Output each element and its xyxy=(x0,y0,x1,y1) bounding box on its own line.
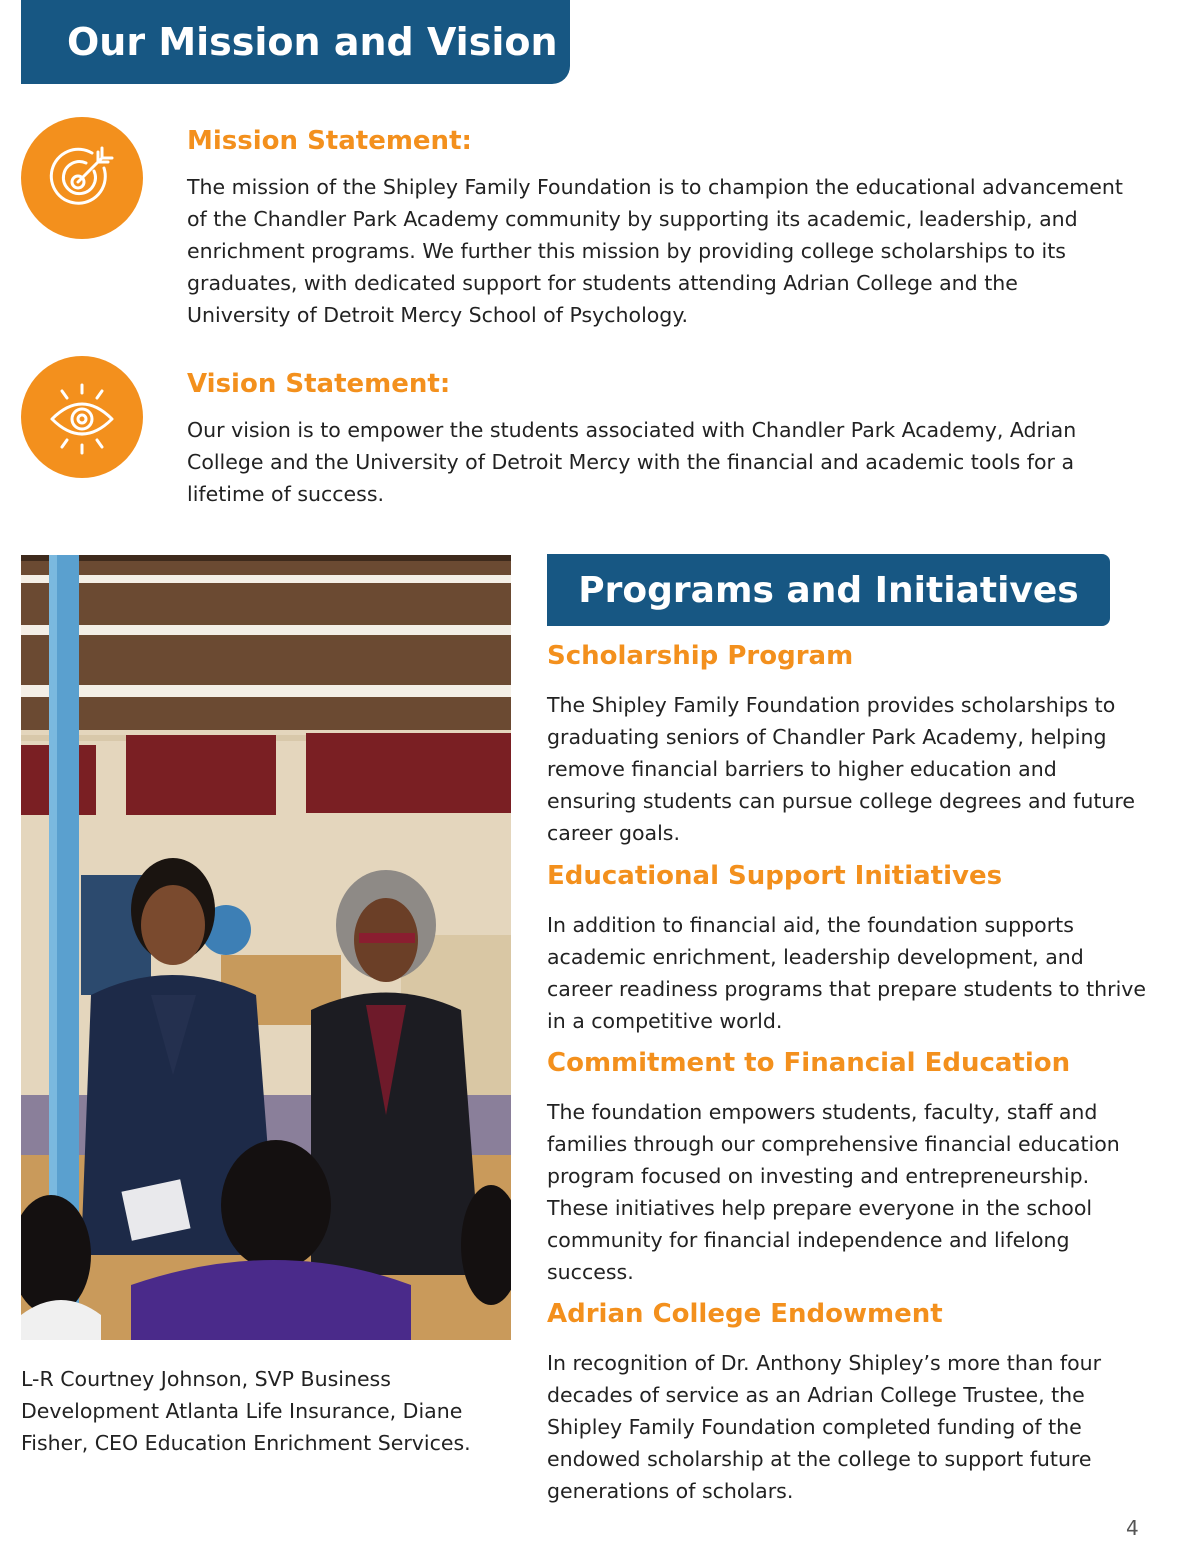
program-text-financial-education: The foundation empowers students, faculty, staff and families through our comprehensive financial education program focused on investing and entrepreneurship. These initiatives help prepare everyone in the school community for financial independence and lifelong success. xyxy=(547,1100,1120,1284)
vision-text: Our vision is to empower the students associated with Chandler Park Academy, Adrian College and the University of Detroit Mercy with the financial and academic tools for a lifetime of success. xyxy=(187,418,1077,506)
programs-title: Programs and Initiatives xyxy=(578,569,1079,611)
programs-banner xyxy=(547,554,1110,626)
program-text-educational-support: In addition to financial aid, the foundation supports academic enrichment, leadership development, and career readiness programs that prepare students to thrive in a competitive world. xyxy=(547,913,1147,1033)
photo-caption: L-R Courtney Johnson, SVP Business Development Atlanta Life Insurance, Diane Fisher, CEO Education Enrichment Services. xyxy=(21,1367,471,1455)
eye-icon xyxy=(42,377,122,457)
event-photo xyxy=(21,555,511,1340)
mission-heading: Mission Statement: xyxy=(187,126,472,156)
program-heading-scholarship: Scholarship Program xyxy=(547,641,854,671)
target-icon xyxy=(42,138,122,218)
vision-icon-badge xyxy=(21,356,143,478)
mission-icon-badge xyxy=(21,117,143,239)
mission-text: The mission of the Shipley Family Foundation is to champion the educational advancement of the Chandler Park Academy community by supporting its academic, leadership, and enrichment programs. We further this mission by providing college scholarships to its graduates, with dedicated support for students attending Adrian College and the University of Detroit Mercy School of Psychology. xyxy=(187,175,1123,327)
program-text-adrian-endowment: In recognition of Dr. Anthony Shipley’s more than four decades of service as an Adrian College Trustee, the Shipley Family Foundation completed funding of the endowed scholarship at the college to support future generations of scholars. xyxy=(547,1351,1102,1503)
vision-heading: Vision Statement: xyxy=(187,369,451,399)
mission-vision-banner xyxy=(21,0,570,84)
mission-vision-title: Our Mission and Vision xyxy=(67,20,558,64)
program-heading-financial-education: Commitment to Financial Education xyxy=(547,1048,1071,1078)
program-text-scholarship: The Shipley Family Foundation provides scholarships to graduating seniors of Chandler Park Academy, helping remove financial barriers to higher education and ensuring students can pursue college degrees and future career goals. xyxy=(547,693,1135,845)
program-heading-educational-support: Educational Support Initiatives xyxy=(547,861,1003,891)
page-number: 4 xyxy=(1126,1516,1139,1540)
program-heading-adrian-endowment: Adrian College Endowment xyxy=(547,1299,943,1329)
